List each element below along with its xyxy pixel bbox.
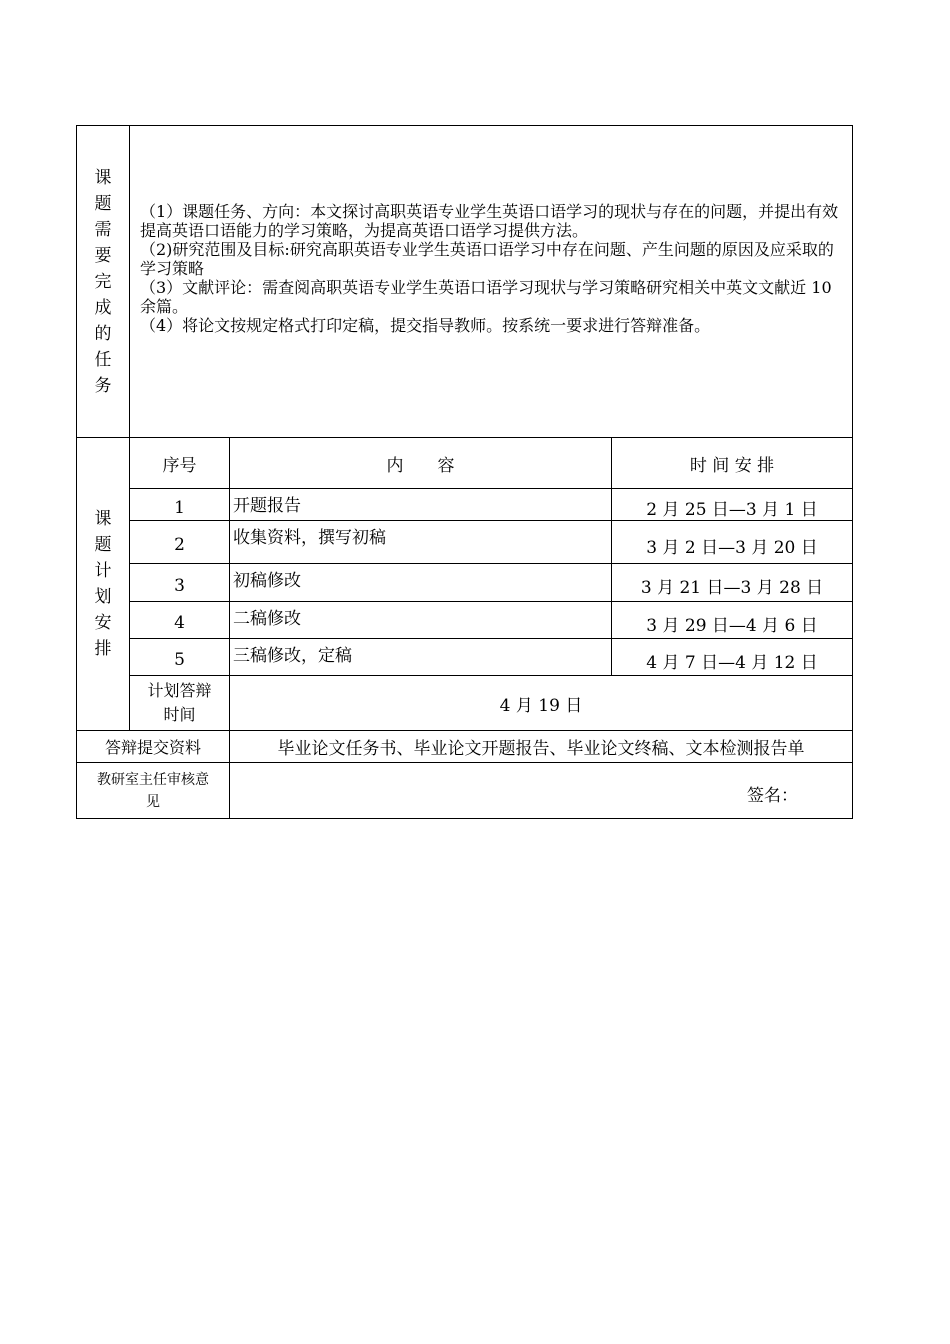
seq-header: 序号 — [130, 438, 230, 489]
defense-date: 4 月 19 日 — [230, 676, 853, 731]
review-opinion-field[interactable] — [230, 763, 853, 819]
plan-seq: 2 — [130, 521, 230, 564]
plan-content: 二稿修改 — [230, 602, 612, 639]
task-section-label — [77, 126, 130, 438]
plan-time: 3 月 2 日—3 月 20 日 — [612, 521, 853, 564]
submission-value: 毕业论文任务书、毕业论文开题报告、毕业论文终稿、文本检测报告单 — [230, 731, 853, 763]
plan-seq: 5 — [130, 639, 230, 676]
plan-label-char: 安 — [94, 613, 112, 633]
plan-time: 3 月 29 日—4 月 6 日 — [612, 602, 853, 639]
defense-label-line: 时间 — [163, 705, 196, 724]
task-row — [77, 126, 853, 438]
task-label-char: 需 — [94, 219, 112, 240]
review-label-line: 教研室主任审核意 — [97, 771, 209, 788]
defense-time-label — [130, 676, 230, 731]
plan-label-char: 课 — [94, 509, 112, 529]
plan-label-char: 排 — [94, 639, 112, 659]
plan-time: 2 月 25 日—3 月 1 日 — [612, 489, 853, 521]
task-label-char: 务 — [94, 375, 112, 396]
task-label-char: 任 — [94, 349, 112, 370]
plan-label-char: 计 — [94, 561, 112, 581]
task-paragraph: （3）文献评论：需查阅高职英语专业学生英语口语学习现状与学习策略研究相关中英文文献近 10 余篇。 — [140, 278, 832, 316]
task-description — [130, 126, 853, 438]
defense-time-row — [77, 676, 853, 731]
task-label-char: 完 — [94, 271, 112, 292]
task-label-char: 成 — [94, 297, 112, 318]
task-paragraph: （2)研究范围及目标:研究高职英语专业学生英语口语学习中存在问题、产生问题的原因及应采取的学习策略 — [140, 240, 834, 278]
plan-row — [77, 602, 853, 639]
plan-seq: 1 — [130, 489, 230, 521]
plan-row — [77, 639, 853, 676]
review-label — [77, 763, 230, 819]
plan-time: 3 月 21 日—3 月 28 日 — [612, 564, 853, 602]
plan-seq: 4 — [130, 602, 230, 639]
plan-section-label — [77, 438, 130, 731]
time-header: 时 间 安 排 — [612, 438, 853, 489]
task-label-char: 要 — [94, 245, 112, 266]
review-row — [77, 763, 853, 819]
review-label-line: 见 — [146, 793, 160, 810]
plan-row — [77, 521, 853, 564]
submission-row — [77, 731, 853, 763]
signature-label: 签名： — [747, 786, 799, 806]
plan-label-char: 题 — [94, 535, 112, 555]
plan-time: 4 月 7 日—4 月 12 日 — [612, 639, 853, 676]
plan-row — [77, 564, 853, 602]
plan-row — [77, 489, 853, 521]
plan-seq: 3 — [130, 564, 230, 602]
task-paragraph: （1）课题任务、方向：本文探讨高职英语专业学生英语口语学习的现状与存在的问题，并提出有效提高英语口语能力的学习策略，为提高英语口语学习提供方法。 — [140, 202, 839, 240]
plan-content: 开题报告 — [230, 489, 612, 521]
plan-label-char: 划 — [94, 587, 112, 607]
task-label-char: 课 — [94, 167, 112, 188]
plan-content: 三稿修改，定稿 — [230, 639, 612, 676]
content-header: 内 容 — [230, 438, 612, 489]
defense-label-line: 计划答辩 — [147, 681, 212, 700]
plan-content: 初稿修改 — [230, 564, 612, 602]
plan-header-row — [77, 438, 853, 489]
plan-content: 收集资料，撰写初稿 — [230, 521, 612, 564]
thesis-task-form — [76, 125, 853, 819]
submission-label: 答辩提交资料 — [77, 731, 230, 763]
task-label-char: 题 — [94, 193, 112, 214]
task-paragraph: （4）将论文按规定格式打印定稿，提交指导教师。按系统一要求进行答辩准备。 — [140, 316, 711, 335]
task-label-char: 的 — [94, 323, 112, 344]
